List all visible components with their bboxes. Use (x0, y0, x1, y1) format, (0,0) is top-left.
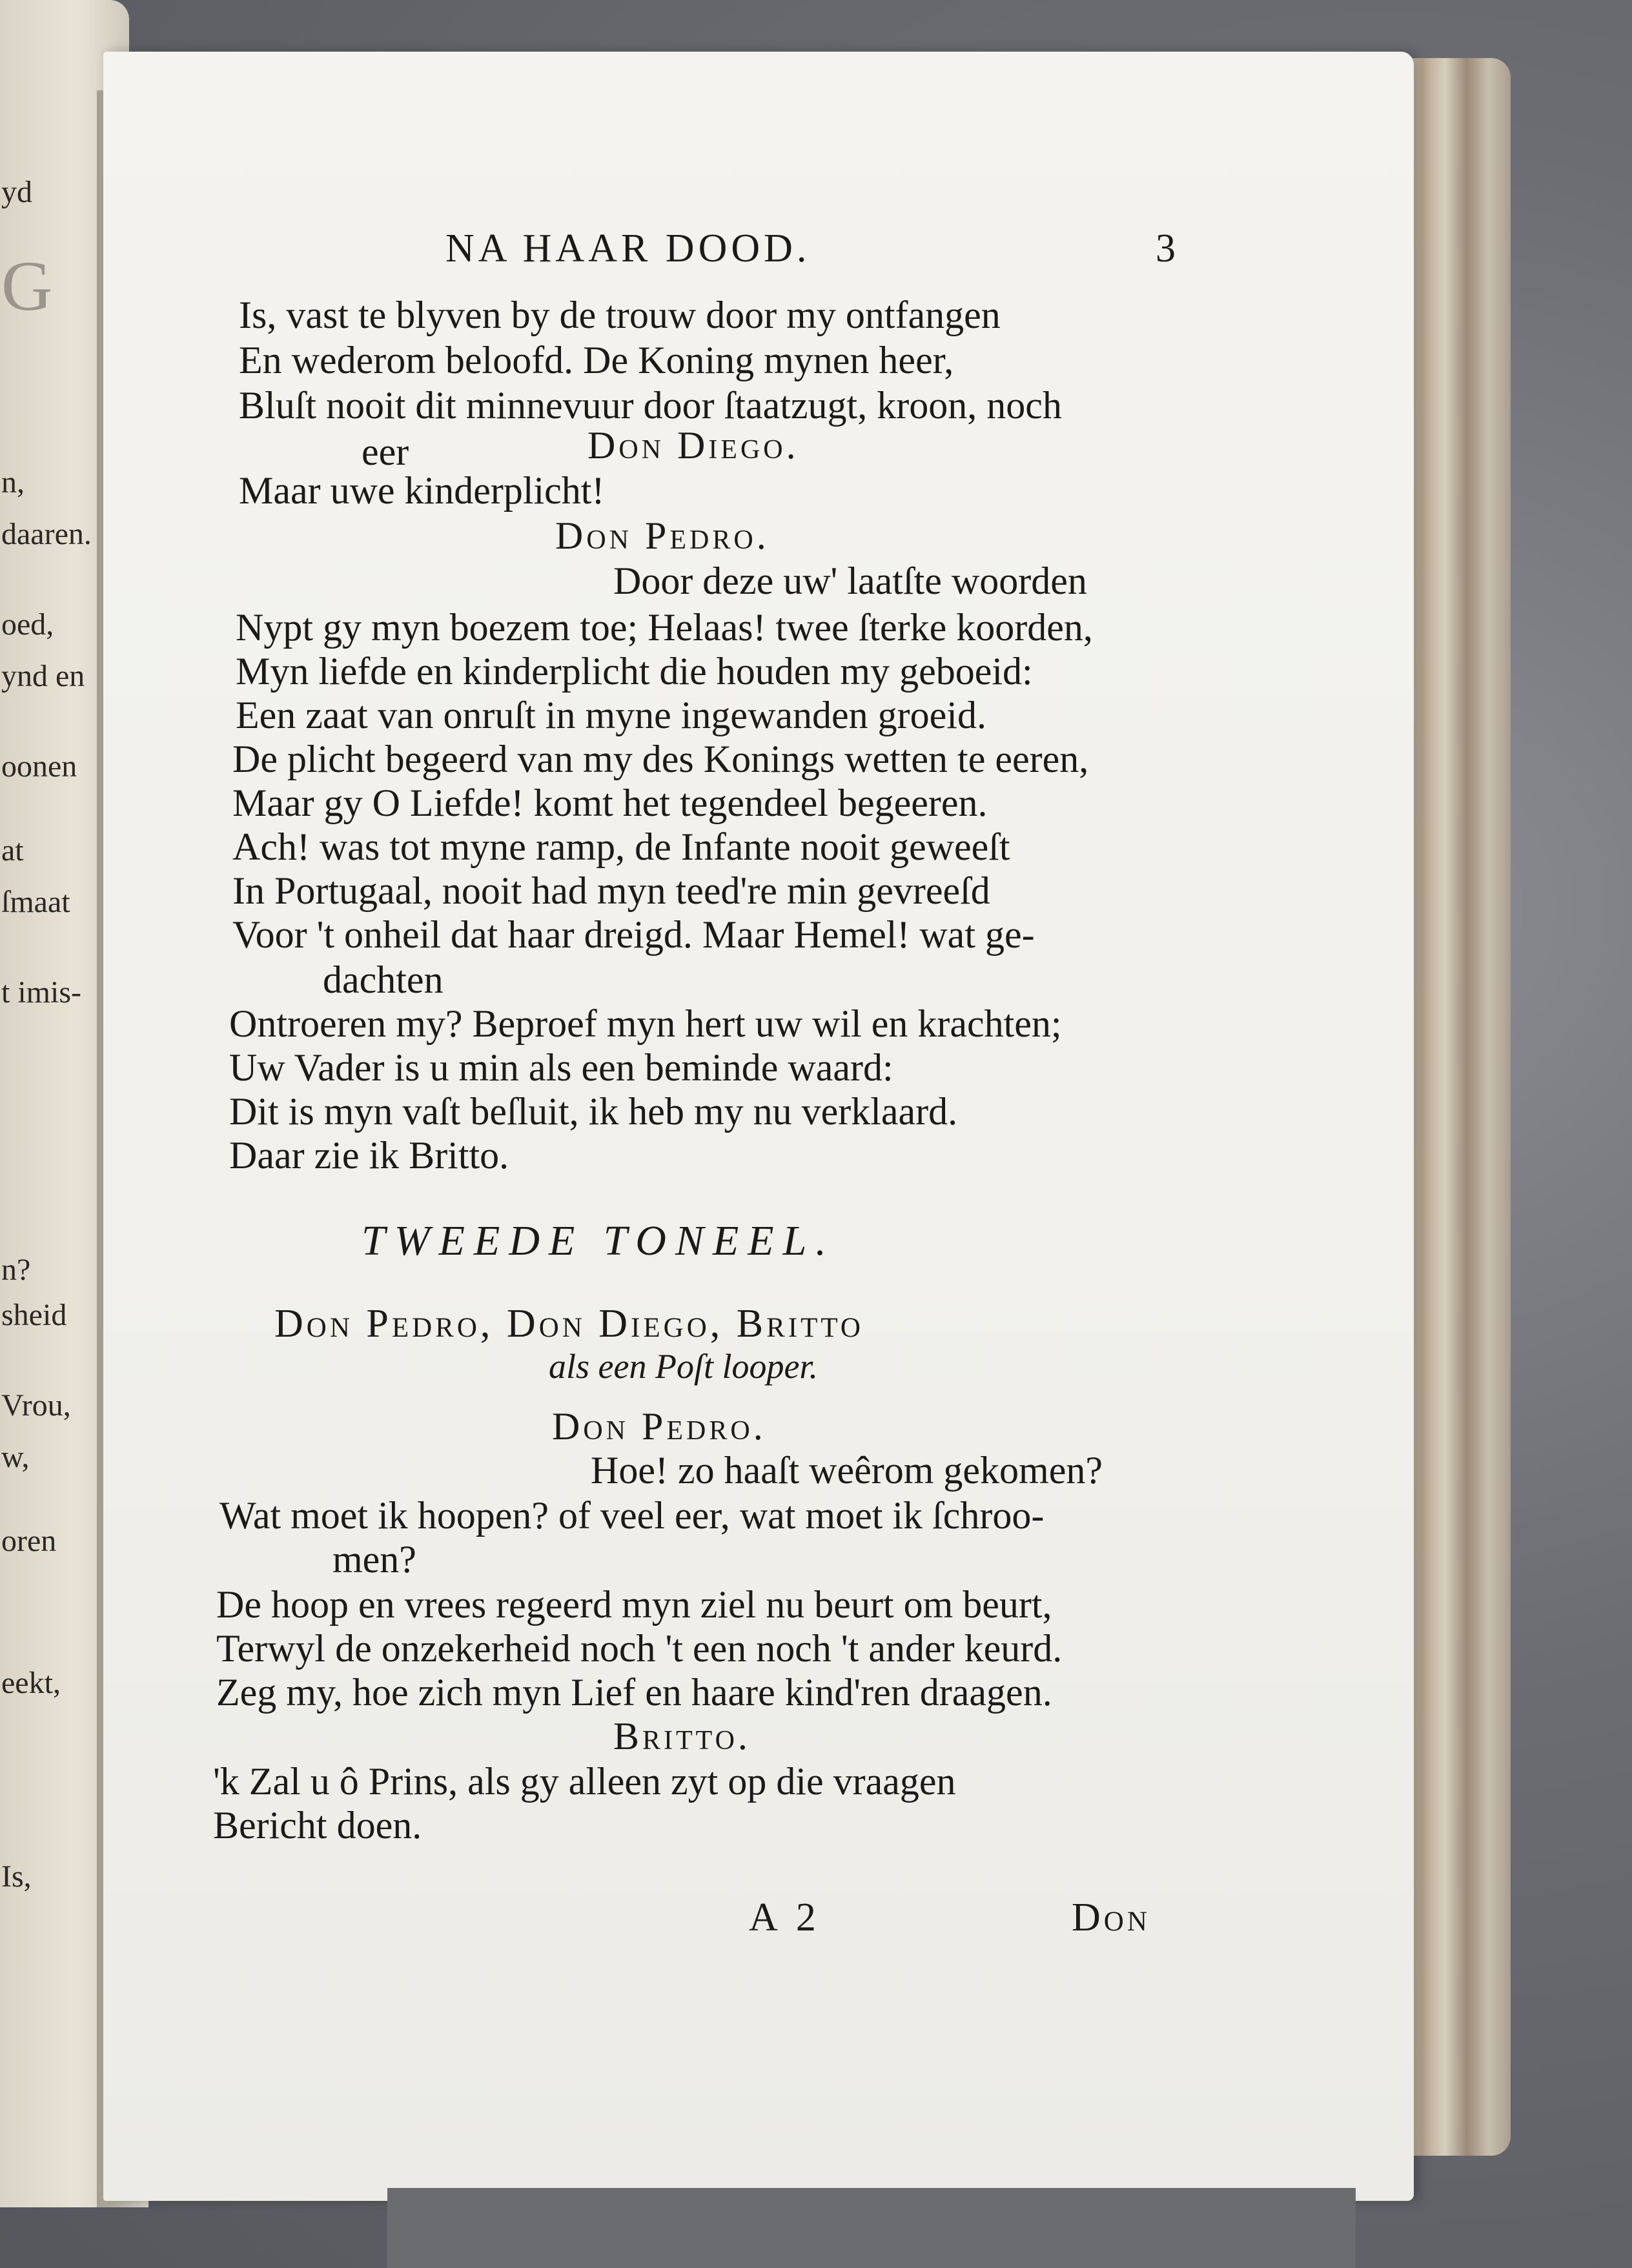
page-number: 3 (1156, 227, 1179, 270)
left-fragment: oren (1, 1524, 57, 1558)
verse-line: De hoop en vrees regeerd myn ziel nu beurt om beurt, (216, 1583, 1052, 1626)
left-fragment: n, (1, 465, 25, 500)
verse-line: eer (362, 430, 409, 473)
verse-line: Myn liefde en kinderplicht die houden my geboeid: (236, 650, 1033, 693)
verse-line: Terwyl de onzekerheid noch 't een noch 't ander keurd. (216, 1627, 1063, 1670)
signature-mark: A 2 (749, 1896, 821, 1939)
verse-line: Door deze uw' laatſte woorden (613, 560, 1087, 602)
right-page (103, 52, 1414, 2201)
left-fragment: eekt, (1, 1666, 61, 1700)
running-head-title: NA HAAR DOOD. (445, 227, 811, 270)
speaker-name: Don Diego. (587, 424, 799, 467)
left-fragment: t imis- (1, 975, 82, 1009)
scene-cast: Don Pedro, Don Diego, Britto (274, 1302, 864, 1346)
left-fragment: G (1, 247, 53, 325)
verse-line: Hoe! zo haaſt weêrom gekomen? (591, 1449, 1103, 1492)
verse-line: 'k Zal u ô Prins, als gy alleen zyt op die vraagen (213, 1760, 956, 1803)
left-fragment: oed, (1, 607, 54, 642)
left-fragment: w, (1, 1440, 30, 1474)
verse-line: Nypt gy myn boezem toe; Helaas! twee ſterke koorden, (236, 606, 1093, 649)
verse-line: Zeg my, hoe zich myn Lief en haare kind'ren draagen. (216, 1671, 1052, 1714)
left-fragment: yd (1, 175, 32, 209)
verse-line: Daar zie ik Britto. (229, 1134, 509, 1177)
verse-line: men? (332, 1538, 416, 1581)
left-fragment: Vrou, (1, 1388, 71, 1423)
scene-title: TWEEDE TONEEL. (362, 1217, 835, 1264)
left-fragment: Is, (1, 1859, 32, 1894)
verse-line: Uw Vader is u min als een beminde waard: (229, 1046, 893, 1089)
verse-line: Wat moet ik hoopen? of veel eer, wat moet ik ſchroo- (219, 1494, 1045, 1537)
speaker-name: Britto. (613, 1715, 751, 1757)
left-fragment: ynd en (1, 659, 85, 693)
verse-line: Bericht doen. (213, 1804, 422, 1847)
scene-cast-note: als een Poſt looper. (549, 1347, 818, 1386)
left-fragment: sheid (1, 1298, 67, 1332)
verse-line: Dit is myn vaſt beſluit, ik heb my nu verklaard. (229, 1090, 958, 1133)
verse-line: En wederom beloofd. De Koning mynen heer, (239, 339, 954, 381)
verse-line: Maar uwe kinderplicht! (239, 469, 605, 512)
verse-line: De plicht begeerd van my des Konings wetten te eeren, (232, 738, 1089, 780)
left-fragment: n? (1, 1253, 31, 1287)
book-page-edges (1401, 58, 1511, 2156)
verse-line: In Portugaal, nooit had myn teed're min gevreeſd (232, 869, 990, 912)
verse-line: Is, vast te blyven by de trouw door my ontfangen (239, 294, 1001, 336)
left-fragment: daaren. (1, 517, 92, 551)
left-fragment: at (1, 833, 24, 867)
verse-line: Ontroeren my? Beproef myn hert uw wil en krachten; (229, 1002, 1062, 1045)
catchword: Don (1072, 1896, 1150, 1939)
bottom-background (387, 2188, 1356, 2268)
verse-line: Ach! was tot myne ramp, de Infante nooit geweeſt (232, 825, 1010, 868)
left-fragment: ſmaat (1, 885, 70, 919)
speaker-name: Don Pedro. (552, 1405, 766, 1448)
verse-line: dachten (323, 958, 444, 1001)
left-fragment: oonen (1, 749, 77, 784)
verse-line: Maar gy O Liefde! komt het tegendeel begeeren. (232, 782, 988, 824)
speaker-name: Don Pedro. (555, 514, 770, 557)
verse-line: Voor 't onheil dat haar dreigd. Maar Hemel! wat ge- (232, 913, 1035, 956)
verse-line: Bluſt nooit dit minnevuur door ſtaatzugt, kroon, noch (239, 384, 1062, 427)
verse-line: Een zaat van onruſt in myne ingewanden groeid. (236, 694, 986, 736)
